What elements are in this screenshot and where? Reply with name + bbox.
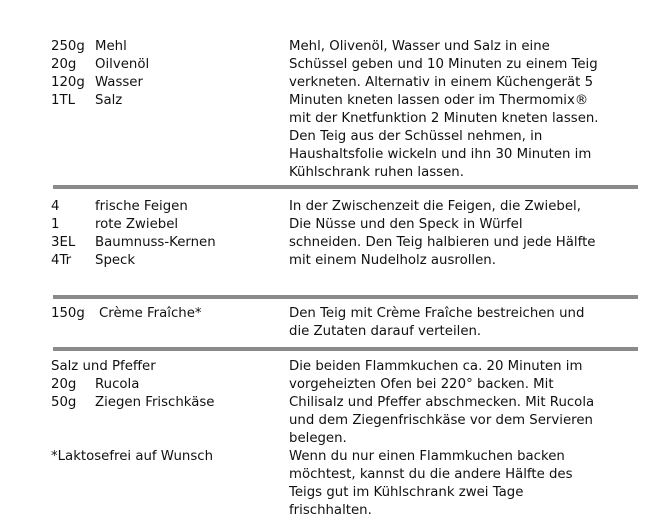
- instruction-text: [289, 358, 599, 448]
- tip-block: [289, 448, 599, 520]
- ingredient-row: [51, 376, 271, 394]
- ingredient-header: Salz und Pfeffer: [51, 359, 156, 374]
- instruction-text: [289, 38, 599, 182]
- section-divider: [53, 295, 638, 299]
- instruction-paragraph: In der Zwischenzeit die Feigen, die Zwiebel, Die Nüsse und den Speck in Würfel schneiden. Den Teig halbieren und jede Hälfte mit einem Nudelholz ausrollen.: [289, 199, 596, 268]
- ingredient-name: Baumnuss-Kernen: [95, 235, 216, 250]
- ingredient-name: rote Zwiebel: [95, 217, 179, 232]
- footnote-text: *Laktosefrei auf Wunsch: [51, 449, 213, 464]
- ingredient-name: Mehl: [95, 39, 127, 54]
- ingredient-quantity: 4Tr: [51, 253, 72, 268]
- footnote-block: [51, 448, 271, 466]
- ingredient-quantity: 250g: [51, 39, 85, 54]
- ingredient-quantity: 4: [51, 199, 60, 214]
- ingredient-header-row: [51, 358, 271, 376]
- ingredient-row: [51, 56, 271, 74]
- ingredient-quantity: 3EL: [51, 235, 76, 250]
- ingredient-row: [51, 234, 271, 252]
- ingredient-name: Wasser: [95, 75, 143, 90]
- ingredient-name: Speck: [95, 253, 136, 268]
- ingredient-row: [51, 198, 271, 216]
- ingredient-list: [51, 198, 271, 270]
- instruction-text: [289, 305, 599, 341]
- ingredient-name: Crème Fraîche*: [99, 306, 202, 321]
- ingredient-row: [51, 394, 271, 412]
- ingredient-name: Ziegen Frischkäse: [95, 395, 215, 410]
- section-divider: [53, 347, 638, 351]
- footnote-row: [51, 448, 271, 466]
- ingredient-list: [51, 38, 271, 110]
- ingredient-row: [51, 305, 271, 323]
- ingredient-quantity: 1: [51, 217, 60, 232]
- ingredient-row: [51, 38, 271, 56]
- ingredient-row: [51, 74, 271, 92]
- ingredient-row: [51, 252, 271, 270]
- ingredient-row: [51, 92, 271, 110]
- instruction-text: [289, 198, 599, 270]
- ingredient-name: Salz: [95, 93, 123, 108]
- section-divider: [53, 185, 638, 189]
- ingredient-list: [51, 305, 271, 323]
- ingredient-list: [51, 358, 271, 412]
- ingredient-quantity: 1TL: [51, 93, 75, 108]
- instruction-paragraph: Mehl, Olivenöl, Wasser und Salz in eine Schüssel geben und 10 Minuten zu einem Teig verkneten. Alternativ in einem Küchengerät 5 Minuten kneten lassen oder im Thermomix® mit der Knetfunktion 2 Minuten kneten lassen. Den Teig aus der Schüssel nehmen, in Haushaltsfolie wickeln und ihn 30 Minuten im Kühlschrank ruhen lassen.: [289, 39, 599, 180]
- tip-text: Wenn du nur einen Flammkuchen backen möchtest, kannst du die andere Hälfte des Teigs gut im Kühlschrank zwei Tage frischhalten.: [289, 449, 573, 518]
- ingredient-quantity: 20g: [51, 377, 77, 392]
- ingredient-quantity: 50g: [51, 395, 77, 410]
- ingredient-quantity: 150g: [51, 306, 85, 321]
- ingredient-name: frische Feigen: [95, 199, 188, 214]
- ingredient-name: Oilvenöl: [95, 57, 150, 72]
- ingredient-quantity: 20g: [51, 57, 77, 72]
- instruction-paragraph: Den Teig mit Crème Fraîche bestreichen und die Zutaten darauf verteilen.: [289, 306, 585, 339]
- instruction-paragraph: Die beiden Flammkuchen ca. 20 Minuten im vorgeheizten Ofen bei 220° backen. Mit Chilisalz und Pfeffer abschmecken. Mit Rucola und dem Ziegenfrischkäse vor dem Servieren belegen.: [289, 359, 595, 446]
- ingredient-row: [51, 216, 271, 234]
- ingredient-name: Rucola: [95, 377, 140, 392]
- ingredient-quantity: 120g: [51, 75, 85, 90]
